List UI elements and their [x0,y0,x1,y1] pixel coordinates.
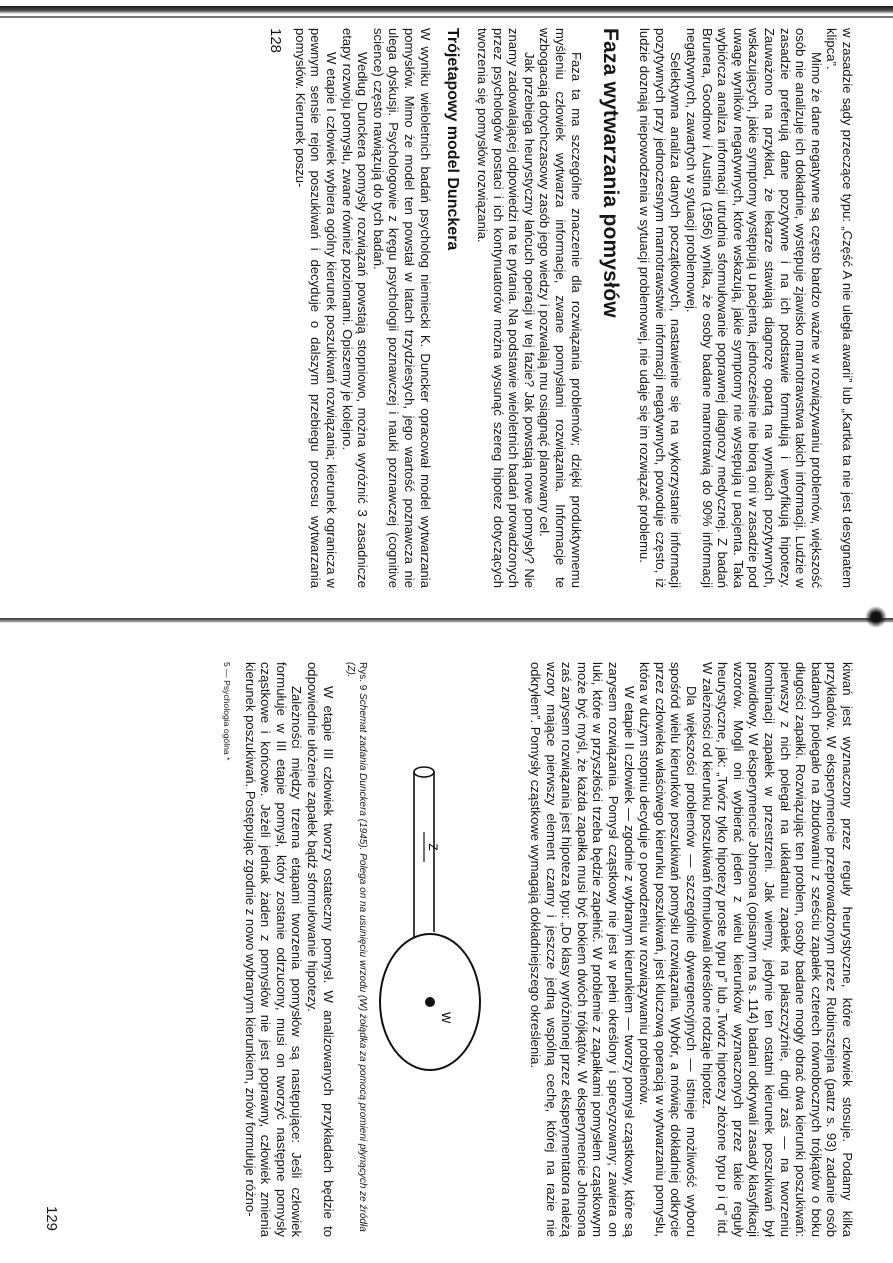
paragraph: Faza ta ma szczególne znaczenie dla rozwiązania problemów; dzięki produktywnemu myśleniu człowiek wytwarza informacje, zwane pomysłami rozwiązania. Informacje te wzbogacają dotychczasowy zasób jego wiedzy i pozwalają mu osiągnąć planowany cel. [537,28,584,588]
duncker-diagram [374,702,520,1132]
gutter-mark [865,606,887,628]
paragraph: W etapie II człowiek — zgodnie z wybranym kierunkiem — tworzy pomysł cząstkowy, które są zarysem rozwiązania. Pomysł cząstkowy nie jest w pełni określony i sprecyzowany; zawiera on luki, które w przyszłości trzeba będzie zapełnić. W problemie z zapałkami pomysłem cząstkowym może być myśl, że każda zapałka musi być bokiem dwóch trójkątów. W eksperymencie Johnsona zaś zarysem rozwiązania jest hipoteza typu: „Do klasy wyróżnionej przez eksperymentatora należą wzory mające pierwszy element czarny i jeszcze jedną wspólną cechę, której na razie nie odkryłem”. Pomysły cząstkowe wymagają dokładniejszego określenia. [528,662,637,1237]
page-128 [45,28,855,588]
caption-lead: Rys. 9 [356,662,368,691]
paragraph: Dla większości problemów — szczególnie dywergencyjnych — istnieje możliwość wyboru spośród wielu kierunków poszukiwań pomysłu rozwiązania. Wybór, a mówiąc dokładniej odkrycie przez człowieka właściwego kierunku poszukiwań, jest kluczową operacją w wytwarzaniu pomysłu, która w dużym stopniu decyduje o powodzeniu w rozwiązywaniu problemów. [637,662,700,1237]
figure-duncker-schema [372,662,522,1237]
ulcer-point [425,997,435,1007]
section-title: Faza wytwarzania pomysłów [598,28,622,318]
figure-caption [344,662,368,1237]
page-number: 129 [43,1205,60,1231]
paragraph: Selektywna analiza danych początkowych, nastawienie się na wykorzystanie informacji pozytywnych przy jednoczesnym marnotrawstwie informacji negatywnych, powoduje często, iż ludzie doznają niepowodzenia w sytuacji problemowej, nie udaje się im rozwiązać problemu. [637,28,684,588]
paragraph: Zależności między trzema etapami tworzenia pomysłów są następujące: Jeśli człowiek formułuje w III etapie pomysł, który zostanie odrzucony, musi on tworzyć następne pomysły cząstkowe i końcowe. Jeżeli jednak żaden z pomysłów nie jest poprawny, człowiek zmienia kierunek poszukiwań. Postępując zgodnie z nowo wybranym kierunkiem, znów formułuje różno- [242,662,305,1237]
paragraph: W etapie III człowiek tworzy ostateczny pomysł. W analizowanych przykładach będzie to odpowiednie ułożenie zapałek bądź sformułowanie hipotezy. [304,662,336,1237]
footer-note: 5 — Psychologia ogólna * [221,662,232,761]
paragraph: W wyniku wieloletnich badań psycholog niemiecki K. Duncker opracował model wytwarzania pomysłów. Mimo że model ten powstał w latach trzydziestych, jego wartość poznawcza nie ulega dyskusji. Psychologowie z kręgu psychologii poznawczej i nauki poznawczej (cognitive science) często nawiązują do tych badań. [370,28,433,588]
paragraph: Według Dunckera pomysły rozwiązań powstają stopniowo, można wyróżnić 3 zasadnicze etapy rozwoju pomysłu, zwane również poziomami. Opiszemy je kolejno. [339,28,371,588]
scan-top-line [0,16,893,18]
ray-source-tube [414,767,434,938]
caption-text: Polega on na usunięciu wrzodu (W) żołądka za pomocą promieni płynących ze źródła (Z). [344,662,368,1232]
caption-title: Schemat zadania Dunckera (1945). [356,693,368,851]
page-number: 128 [267,28,285,54]
page-129 [45,662,855,1237]
scan-top-edge [0,6,893,14]
paragraph: w zasadzie sądy przeczące typu: „Część A nie uległa awarii” lub „Kartka ta nie jest desygnatem klipca”. [824,28,855,588]
paragraph: Jak przebiega heurystyczny łańcuch operacji w tej fazie? Jak powstają nowe pomysły? Nie znamy zadowalającej odpowiedzi na te pytania. Na podstawie wieloletnich badań prowadzonych przez psychologów postaci i ich kontynuatorów można wysunąć szereg hipotez dotyczących tworzenia się pomysłów rozwiązania. [475,28,537,588]
label-w: W [438,1012,453,1024]
paragraph: W etapie I człowiek wybiera ogólny kierunek poszukiwań rozwiązania; kierunek ogranicza w pewnym sensie rejon poszukiwań i decyduje o dalszym przebiegu procesu wytwarzania pomysłów. Kierunek poszu- [292,28,339,588]
paragraph: kiwań jest wyznaczony przez reguły heurystyczne, które człowiek stosuje. Podamy kilka przykładów. W eksperymencie przeprowadzonym przez Rubinsztejna (patrz s. 93) zadanie osób badanych polegało na zbudowaniu z sześciu zapałek czterech równobocznych trójkątów o boku długości zapałki. Rozwiązując ten problem, osoby badane mogły obrać dwa kierunki poszukiwań: pierwszy z nich polegał na układaniu zapałek na płaszczyźnie, drugi zaś — na tworzeniu kombinacji zapałek w przestrzeni. Jak wiemy, jedynie ten ostatni kierunek poszukiwań był prawidłowy. W eksperymencie Johnsona (opisanym na s. 114) badani odkrywali zasady klasyfikacji wzorów. Mogli oni wybierać jeden z wielu kierunków wyznaczonych przez takie reguły heurystyczne, jak: „Twórz tylko hipotezy proste typu p” lub „Twórz hipotezy złożone typu p i q” itd. W zależności od kierunku poszukiwań formułowali określone rodzaje hipotez. [699,662,855,1237]
book-gutter [0,618,893,623]
label-z: Z [425,843,440,851]
subsection-title: Trójetapowy model Dunckera [443,28,461,251]
paragraph: Mimo że dane negatywne są często bardzo ważne w rozwiązywaniu problemów, większość osób nie analizuje ich dokładnie, występuje zjawisko marnotrawstwa takich informacji. Ludzie w zasadzie preferują dane pozytywne i na ich podstawie formułują i weryfikują hipotezy. Zauważono na przykład, że lekarze stawiają diagnozę opartą na wynikach pozytywnych, wskazujących, jakie symptomy występują u pacjenta, jednocześnie nie biorą oni w zasadzie pod uwagę wyników negatywnych, które wskazują, jakie symptomy nie występują u pacjenta. Taka wybiórcza analiza informacji utrudnia sformułowanie poprawnej diagnozy medycznej. Z badań Brunera, Goodnow i Austina (1956) wynika, że osoby badane marnotrawią do 90% informacji negatywnych, zawartych w sytuacji problemowej. [684,28,824,588]
